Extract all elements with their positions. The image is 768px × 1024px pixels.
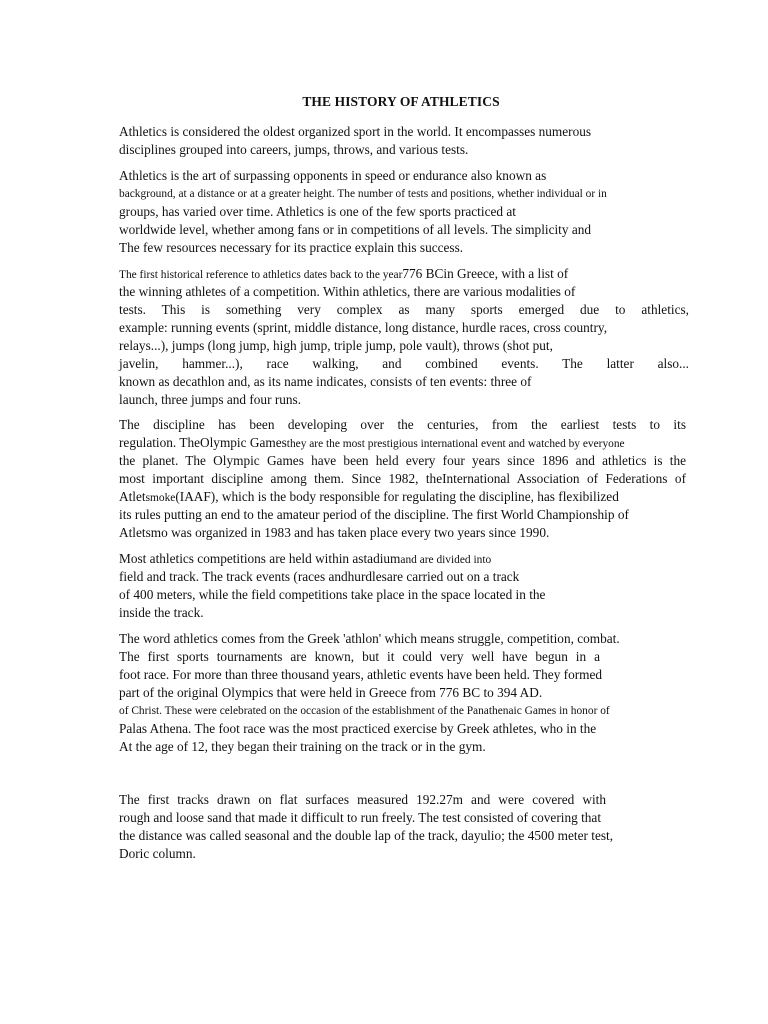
text-run: and are divided into [400, 554, 492, 566]
text-line: At the age of 12, they began their training on the track or in the gym. [119, 739, 486, 754]
text-line: of 400 meters, while the field competitions take place in the space located in the [119, 587, 546, 602]
text-run: regulation. The [119, 435, 200, 450]
paragraph-stadium [119, 550, 689, 622]
text-line: The few resources necessary for its practice explain this success. [119, 240, 464, 255]
text-run: International Association of Federations of [442, 471, 686, 486]
text-line: Doric column. [119, 846, 196, 861]
text-line: of Christ. These were celebrated on the occasion of the establishment of the Panathenaic Games in honor of [119, 705, 610, 717]
text-run: most important discipline among them. Since 1982, the [119, 471, 443, 486]
text-line: relays...), jumps (long jump, high jump, triple jump, pole vault), throws (shot put, [119, 338, 553, 353]
text-line [119, 470, 686, 488]
text-line: groups, has varied over time. Athletics is one of the few sports practiced at [119, 204, 516, 219]
text-line: Athletics is the art of surpassing opponents in speed or endurance also known as [119, 168, 547, 183]
text-line: javelin, hammer...), race walking, and combined events. The latter also... [119, 356, 689, 371]
text-run: field and track. The track events (races and [119, 569, 348, 584]
paragraph-history [119, 265, 689, 409]
text-line: Athletics is considered the oldest organized sport in the world. It encompasses numerous [119, 124, 592, 139]
text-line: launch, three jumps and four runs. [119, 392, 302, 407]
text-line: Palas Athena. The foot race was the most practiced exercise by Greek athletes, who in the [119, 721, 597, 736]
text-line: inside the track. [119, 605, 204, 620]
text-run: smoke [145, 492, 176, 504]
text-run: The first historical reference to athletics dates back to the year [119, 269, 403, 281]
text-run: Olympic Games [200, 435, 287, 450]
text-line: background, at a distance or at a greater height. The number of tests and positions, whether individual or in [119, 188, 607, 200]
text-line: disciplines grouped into careers, jumps, throws, and various tests. [119, 142, 469, 157]
text-line [119, 550, 689, 568]
text-line: The first sports tournaments are known, but it could very well have begun in a [119, 649, 600, 664]
paragraph-tracks [119, 791, 672, 863]
text-line: the winning athletes of a competition. Within athletics, there are various modalities of [119, 284, 576, 299]
text-line: worldwide level, whether among fans or in competitions of all levels. The simplicity and [119, 222, 592, 237]
text-run: (IAAF), which is the body responsible for regulating the discipline, has flexibilized [175, 489, 619, 504]
text-run: stadium [358, 551, 401, 566]
text-line [119, 265, 689, 283]
text-line [119, 568, 689, 586]
text-line: The first tracks drawn on flat surfaces measured 192.27m and were covered with [119, 792, 606, 807]
text-line [119, 488, 686, 506]
text-line: The word athletics comes from the Greek 'athlon' which means struggle, competition, combat. [119, 631, 620, 646]
text-line: known as decathlon and, as its name indicates, consists of ten events: three of [119, 374, 532, 389]
text-run: Atlet [119, 489, 146, 504]
text-run: hurdles [347, 569, 387, 584]
text-line: tests. This is something very complex as many sports emerged due to athletics, [119, 302, 689, 317]
text-run: in Greece, with a list of [443, 266, 569, 281]
text-run: 776 BC [402, 266, 444, 281]
text-line: foot race. For more than three thousand years, athletic events have been held. They formed [119, 667, 603, 682]
text-line: its rules putting an end to the amateur period of the discipline. The first World Championship of [119, 507, 629, 522]
paragraph-olympics [119, 416, 686, 542]
text-run: Most athletics competitions are held within a [119, 551, 359, 566]
text-line: part of the original Olympics that were held in Greece from 776 BC to 394 AD. [119, 685, 543, 700]
page-title: THE HISTORY OF ATHLETICS [302, 94, 500, 109]
text-line: example: running events (sprint, middle distance, long distance, hurdle races, cross country, [119, 320, 608, 335]
paragraph-definition [119, 167, 689, 257]
text-line: the distance was called seasonal and the double lap of the track, dayulio; the 4500 meter test, [119, 828, 614, 843]
text-line: Atletsmo was organized in 1983 and has taken place every two years since 1990. [119, 525, 550, 540]
text-line: the planet. The Olympic Games have been held every four years since 1896 and athletics is the [119, 453, 686, 468]
text-run: are carried out on a track [386, 569, 520, 584]
text-line [119, 434, 686, 452]
paragraph-etymology [119, 630, 689, 756]
text-line: rough and loose sand that made it difficult to run freely. The test consisted of covering that [119, 810, 602, 825]
paragraph-intro [119, 123, 689, 159]
text-line: The discipline has been developing over the centuries, from the earliest tests to its [119, 417, 686, 432]
text-run: they are the most prestigious international event and watched by everyone [286, 438, 625, 450]
